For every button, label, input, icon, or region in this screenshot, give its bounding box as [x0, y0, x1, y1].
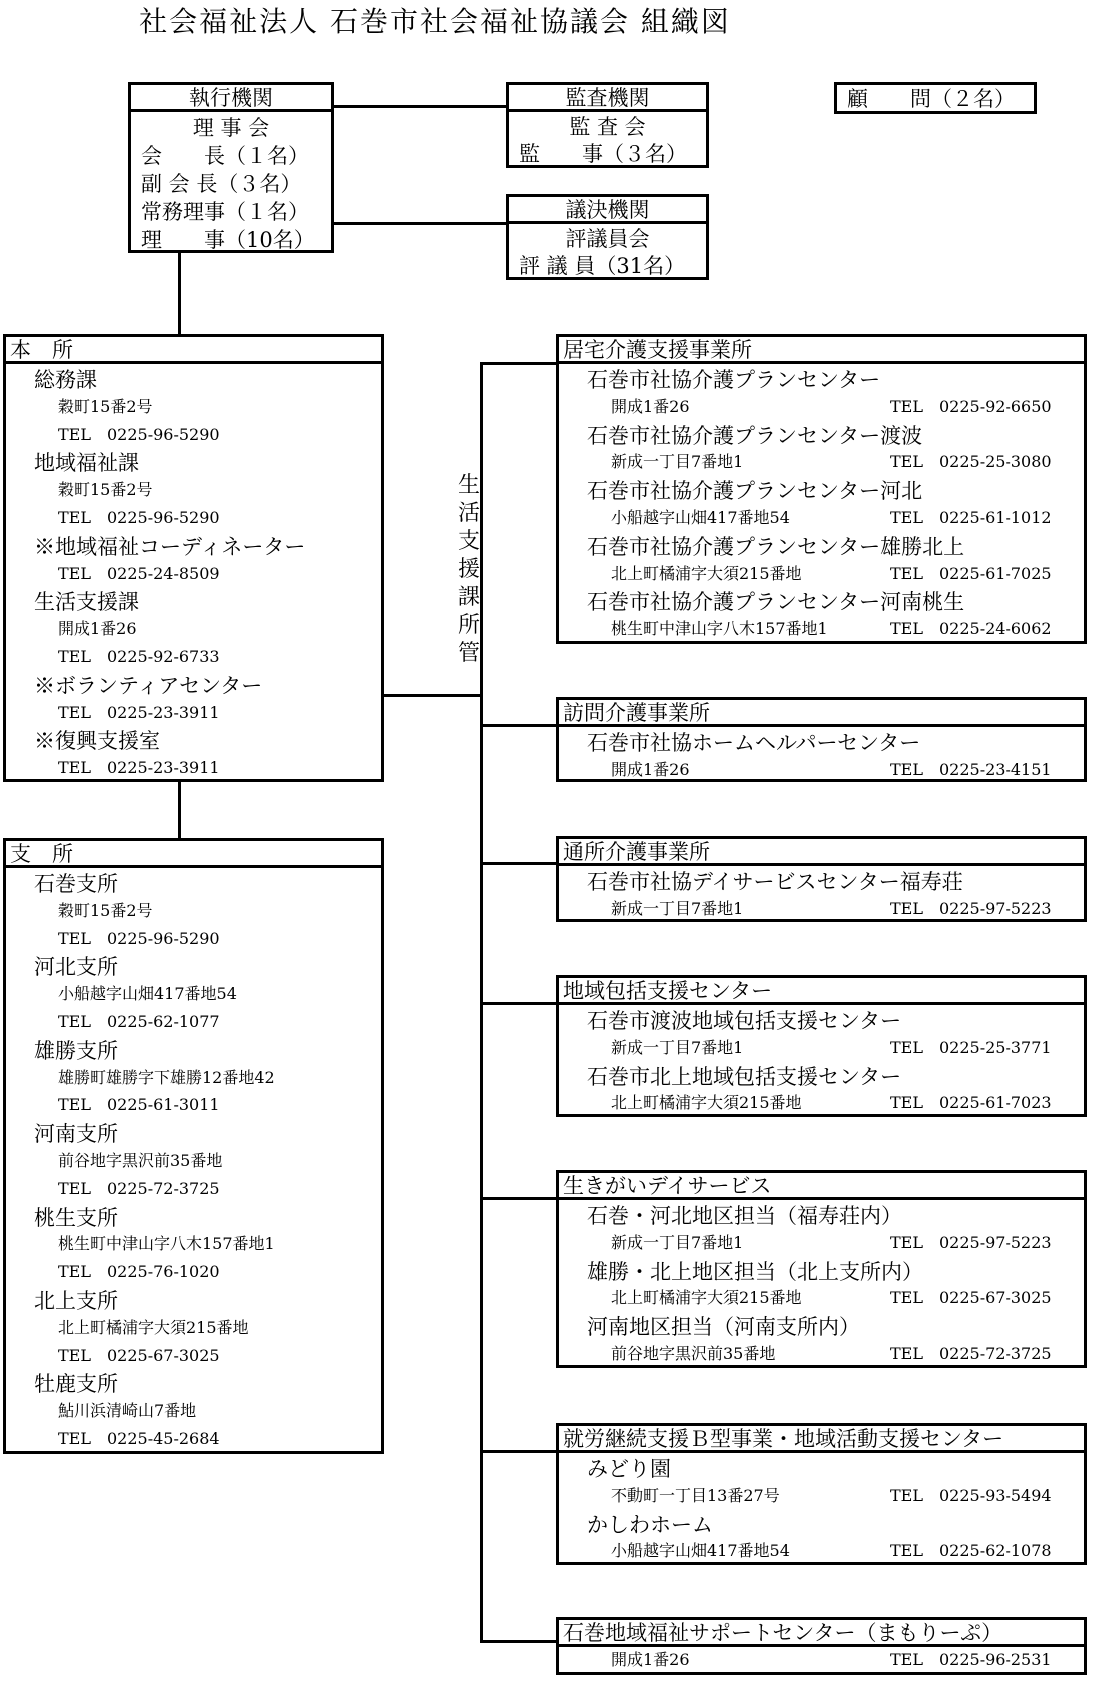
facility-tel: TEL 0225-24-6062: [890, 619, 1052, 639]
vertical-char: 活: [457, 501, 480, 526]
vertical-char: 課: [457, 585, 480, 610]
honsho-box: [3, 334, 384, 782]
office-detail: TEL 0225-96-5290: [58, 424, 220, 444]
office-detail: TEL 0225-67-3025: [58, 1345, 220, 1365]
facility-name: 石巻市社協ホームヘルパーセンター: [587, 731, 921, 755]
office-detail: TEL 0225-76-1020: [58, 1262, 220, 1282]
houkatsu-box: [556, 975, 1087, 1117]
houkatsu-header: 地域包括支援センター: [559, 978, 1084, 1005]
facility-address: 北上町橘浦字大須215番地: [611, 1093, 802, 1113]
connector-kyotaku: [480, 362, 558, 365]
ikigai-header: 生きがいデイサービス: [559, 1173, 1084, 1200]
executive-line: 理 事（10名）: [141, 228, 315, 252]
office-name: 桃生支所: [34, 1205, 118, 1230]
connector-exec-audit: [333, 105, 508, 108]
facility-address: 北上町橘浦字大須215番地: [611, 563, 802, 583]
facility-address: 小船越字山畑417番地54: [611, 508, 790, 527]
facility-name: 石巻市社協介護プランセンター河南桃生: [587, 590, 965, 615]
office-detail: 穀町15番2号: [58, 480, 153, 500]
facility-name: みどり園: [587, 1457, 671, 1481]
office-name: 総務課: [34, 368, 97, 392]
facility-address: 新成一丁目7番地1: [611, 452, 744, 472]
office-detail: TEL 0225-45-2684: [58, 1429, 220, 1448]
office-detail: TEL 0225-24-8509: [58, 563, 220, 583]
connector-houkatsu: [480, 1002, 558, 1005]
facility-address: 小船越字山畑417番地54: [611, 1541, 790, 1561]
vertical-char: 生: [457, 473, 480, 498]
executive-line: 理 事 会: [192, 116, 270, 140]
council-box: [506, 194, 709, 280]
connector-tsusho: [480, 862, 558, 865]
office-detail: 穀町15番2号: [58, 900, 153, 920]
vertical-label-seikatsu-shien: [456, 472, 482, 668]
office-name: 雄勝支所: [34, 1038, 118, 1063]
facility-address: 前谷地字黒沢前35番地: [611, 1344, 776, 1363]
facility-name: 石巻・河北地区担当（福寿荘内）: [587, 1204, 902, 1228]
office-detail: TEL 0225-72-3725: [58, 1178, 220, 1198]
office-detail: TEL 0225-96-5290: [58, 928, 220, 948]
facility-address: 新成一丁目7番地1: [611, 1037, 744, 1057]
office-name: ※地域福祉コーディネーター: [34, 534, 306, 559]
vertical-char: 所: [457, 613, 480, 638]
office-detail: TEL 0225-23-3911: [58, 758, 220, 778]
kyotaku-header: 居宅介護支援事業所: [559, 337, 1084, 364]
facility-address: 開成1番26: [611, 396, 690, 416]
executive-line: 副 会 長（３名）: [141, 172, 302, 196]
facility-name: 石巻市社協デイサービスセンター福寿荘: [587, 870, 963, 894]
mamorippu-header: 石巻地域福祉サポートセンター（まもりーぷ）: [559, 1620, 1084, 1647]
connector-shuro: [480, 1450, 558, 1453]
facility-name: かしわホーム: [587, 1512, 713, 1537]
office-name: ※復興支援室: [34, 729, 160, 754]
office-detail: 前谷地字黒沢前35番地: [58, 1151, 223, 1170]
tsusho-header: 通所介護事業所: [559, 839, 1084, 866]
facility-name: 雄勝・北上地区担当（北上支所内）: [587, 1259, 923, 1284]
office-detail: TEL 0225-62-1077: [58, 1012, 220, 1031]
page-title: 社会福祉法人 石巻市社会福祉協議会 組織図: [139, 5, 731, 38]
facility-tel: TEL 0225-61-1012: [890, 508, 1052, 527]
office-detail: 雄勝町雄勝字下雄勝12番地42: [58, 1067, 275, 1087]
executive-line: 会 長（１名）: [141, 144, 309, 168]
facility-address: 新成一丁目7番地1: [611, 898, 744, 918]
office-detail: 穀町15番2号: [58, 396, 153, 416]
facility-name: 石巻市社協介護プランセンター渡波: [587, 423, 923, 448]
shuro-header: 就労継続支援Ｂ型事業・地域活動支援センター: [559, 1426, 1084, 1453]
facility-tel: TEL 0225-97-5223: [890, 1232, 1052, 1252]
facility-tel: TEL 0225-61-7023: [890, 1093, 1052, 1113]
office-name: 河北支所: [34, 955, 118, 980]
office-detail: 小船越字山畑417番地54: [58, 984, 237, 1004]
audit-box: [506, 82, 709, 168]
connector-exec-council: [333, 222, 508, 225]
audit-header: 監査機関: [509, 85, 706, 112]
facility-tel: TEL 0225-92-6650: [890, 396, 1052, 416]
office-detail: 桃生町中津山字八木157番地1: [58, 1234, 275, 1254]
vertical-char: 管: [457, 641, 480, 666]
office-name: 牡鹿支所: [34, 1372, 118, 1397]
facility-tel: TEL 0225-97-5223: [890, 898, 1052, 918]
office-detail: TEL 0225-23-3911: [58, 702, 220, 722]
tsusho-box: [556, 836, 1087, 922]
office-detail: 開成1番26: [58, 619, 137, 639]
office-detail: 鮎川浜清崎山7番地: [58, 1401, 197, 1421]
ikigai-box: [556, 1170, 1087, 1368]
vertical-char: 支: [457, 529, 480, 554]
office-detail: TEL 0225-92-6733: [58, 647, 220, 666]
facility-name: 石巻市北上地域包括支援センター: [587, 1064, 902, 1089]
audit-line: 監 事（３名）: [519, 142, 687, 166]
office-name: ※ボランティアセンター: [34, 673, 263, 698]
facility-tel: TEL 0225-25-3771: [890, 1037, 1052, 1057]
connector-ikigai: [480, 1197, 558, 1200]
homon-box: [556, 697, 1087, 782]
connector-homon: [480, 724, 558, 727]
facility-address: 不動町一丁目13番27号: [611, 1485, 780, 1505]
advisor-label: 顧 問（２名）: [847, 87, 1015, 111]
council-line: 評 議 員（31名）: [519, 254, 686, 278]
facility-address: 新成一丁目7番地1: [611, 1232, 744, 1252]
connector-mamorippu: [480, 1640, 558, 1643]
facility-tel: TEL 0225-62-1078: [890, 1541, 1052, 1561]
vertical-char: 援: [457, 557, 480, 582]
facility-tel: TEL 0225-67-3025: [890, 1288, 1052, 1308]
office-name: 石巻支所: [34, 872, 118, 896]
executive-line: 常務理事（１名）: [141, 200, 309, 224]
facility-address: 桃生町中津山字八木157番地1: [611, 619, 828, 639]
shuro-box: [556, 1423, 1087, 1565]
office-detail: 北上町橘浦字大須215番地: [58, 1317, 249, 1337]
facility-name: 石巻市社協介護プランセンター雄勝北上: [587, 534, 965, 559]
office-name: 河南支所: [34, 1122, 118, 1147]
connector-exec-honsho: [178, 253, 181, 334]
facility-name: 河南地区担当（河南支所内）: [587, 1315, 860, 1340]
advisor-box: [834, 82, 1037, 114]
facility-address: 開成1番26: [611, 1650, 690, 1669]
connector-honsho-trunk: [383, 694, 483, 697]
connector-honsho-shisho: [178, 782, 181, 840]
facility-address: 北上町橘浦字大須215番地: [611, 1288, 802, 1308]
office-name: 地域福祉課: [34, 451, 139, 476]
council-header: 議決機関: [509, 197, 706, 224]
kyotaku-box: [556, 334, 1087, 644]
facility-tel: TEL 0225-96-2531: [890, 1650, 1052, 1669]
office-detail: TEL 0225-96-5290: [58, 508, 220, 527]
facility-name: 石巻市社協介護プランセンター: [587, 368, 881, 392]
shisho-header: 支 所: [6, 841, 381, 868]
executive-box: [128, 82, 334, 253]
audit-line: 監 査 会: [569, 115, 646, 139]
office-name: 生活支援課: [34, 590, 139, 615]
mamorippu-box: [556, 1617, 1087, 1675]
facility-name: 石巻市社協介護プランセンター河北: [587, 479, 923, 504]
council-line: 評議員会: [565, 227, 650, 251]
facility-tel: TEL 0225-72-3725: [890, 1344, 1052, 1363]
office-detail: TEL 0225-61-3011: [58, 1095, 220, 1115]
facility-tel: TEL 0225-25-3080: [890, 452, 1052, 472]
honsho-header: 本 所: [6, 337, 381, 364]
shisho-box: [3, 838, 384, 1454]
office-name: 北上支所: [34, 1289, 118, 1313]
facility-tel: TEL 0225-93-5494: [890, 1485, 1052, 1505]
facility-name: 石巻市渡波地域包括支援センター: [587, 1009, 902, 1033]
facility-tel: TEL 0225-23-4151: [890, 759, 1052, 779]
executive-header: 執行機関: [131, 85, 331, 112]
facility-address: 開成1番26: [611, 759, 690, 779]
homon-header: 訪問介護事業所: [559, 700, 1084, 727]
facility-tel: TEL 0225-61-7025: [890, 563, 1052, 583]
